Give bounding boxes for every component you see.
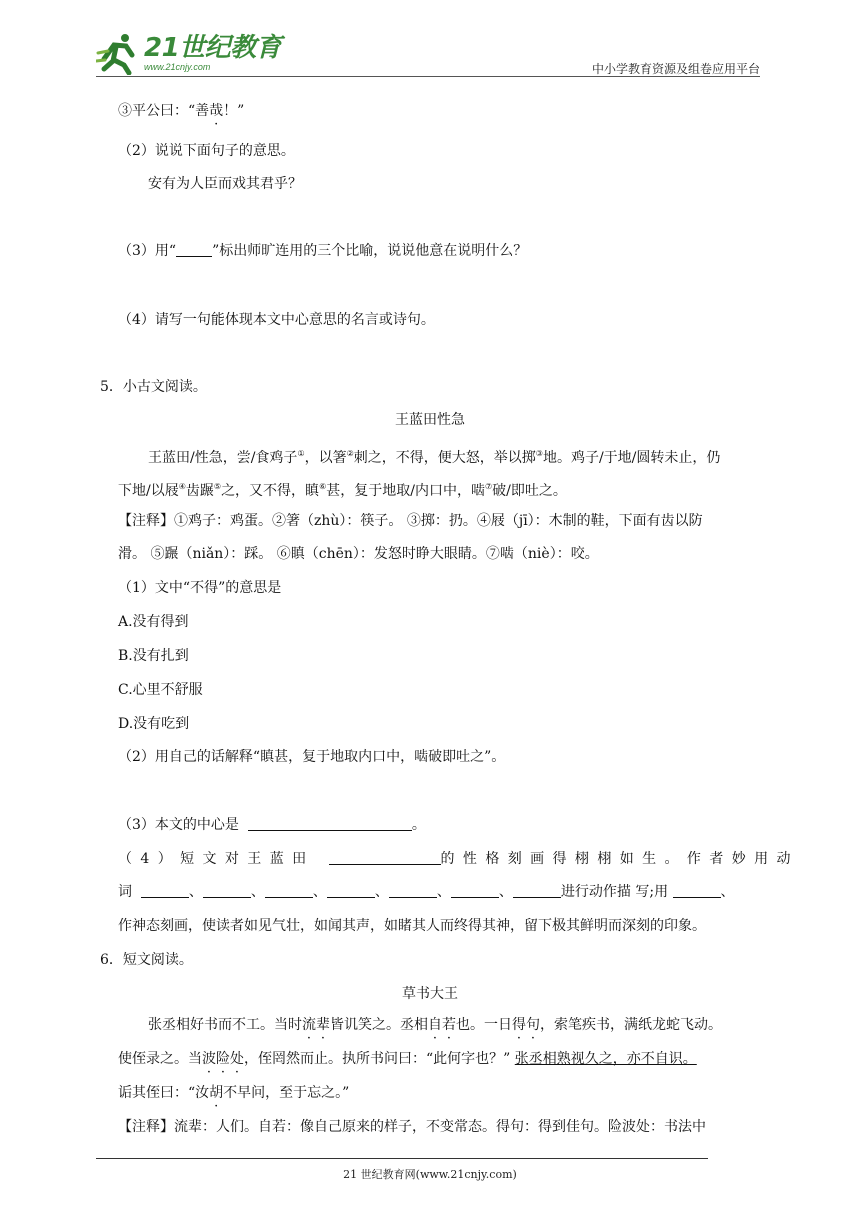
quote-text: ③平公曰：“善哉！”: [118, 103, 245, 119]
section-6-heading: 6．短文阅读。: [100, 952, 193, 968]
page-footer: 21 世纪教育网(www.21cnjy.com): [343, 1168, 517, 1181]
section-5-q4-line-3: 作神态刻画，使读者如见气壮，如闻其声，如睹其人而终得其神，留下极其鲜明而深刻的印象。: [118, 918, 706, 934]
q3-prefix: （3）本文的中心是: [118, 817, 239, 833]
section-5-para-1: 王蓝田/性急，尝/食鸡子①，以箸②刺之，不得，便大怒，举以掷③地。鸡子/于地/圆转未止，仍: [148, 449, 721, 466]
section-6-para-3: 诟其侄曰：“汝胡不早问，至于忘之。”: [118, 1085, 350, 1101]
blank-line: [329, 850, 441, 865]
section-5-q3: [118, 815, 426, 835]
section-5-heading: 5．小古文阅读。: [100, 379, 207, 395]
runner-logo-icon: [96, 31, 140, 75]
section-5-note-2: 滑。 ⑤蹍（niǎn）：踩。 ⑥瞋（chēn）：发怒时睁大眼睛。⑦啮（niè）：咬。: [118, 546, 599, 562]
option-d: D.没有吃到: [118, 716, 190, 732]
question-2-sentence: 安有为人臣而戏其君乎？: [148, 176, 302, 192]
logo-url: www.21cnjy.com: [144, 61, 211, 72]
blank-line: [176, 242, 212, 257]
page-header: [96, 30, 760, 78]
section-5-para-2: 下地/以屐④齿蹍⑤之，又不得，瞋⑥甚，复于地取/内口中，啮⑦破/即吐之。: [118, 482, 567, 499]
underlined-sentence: 张丞相熟视久之，亦不自识。: [514, 1051, 697, 1067]
option-a: A.没有得到: [118, 614, 189, 630]
footer-divider: [96, 1158, 708, 1159]
blank-line: [248, 816, 412, 831]
q4-word: 词: [118, 884, 132, 900]
section-5-q1: （1）文中“不得”的意思是: [118, 580, 282, 596]
question-3-suffix: ”标出师旷连用的三个比喻，说说他意在说明什么？: [212, 243, 528, 259]
question-4: （4）请写一句能体现本文中心意思的名言或诗句。: [118, 312, 435, 328]
section-6-title: 草书大王: [402, 986, 458, 1002]
section-5-q4-line-2: 词 、 、 、 、 、 、 进行动作描 写;用 、: [118, 884, 735, 900]
question-3-prefix: （3）用“: [118, 243, 177, 259]
q3-suffix: 。: [411, 817, 426, 833]
logo-title: 21世纪教育: [144, 32, 282, 63]
platform-label: 中小学教育资源及组卷应用平台: [591, 62, 760, 76]
section-5-note-1: 【注释】①鸡子：鸡蛋。②箸（zhù）：筷子。 ③掷：扔。④屐（jī）：木制的鞋，下面有齿以防: [118, 513, 703, 529]
q4-middle: 的性格刻画得栩栩如生。作者妙用动: [440, 851, 799, 867]
question-3: [118, 241, 527, 261]
question-2: （2）说说下面句子的意思。: [118, 143, 295, 159]
section-5-q4-line-1: [118, 849, 799, 869]
q4-prefix: （4）短文对王蓝田: [118, 851, 315, 867]
q4-action: 进行动作描 写;用: [560, 884, 669, 900]
quote-line: [118, 101, 244, 121]
option-c: C.心里不舒服: [118, 682, 203, 698]
site-logo: [96, 30, 281, 76]
section-6-para-2: 使侄录之。当波险处，侄罔然而止。执所书问曰：“此何字也？” 张丞相熟视久之，亦不自识。: [118, 1051, 697, 1067]
header-divider: [96, 76, 760, 77]
section-6-note: 【注释】流辈：人们。自若：像自己原来的样子，不变常态。得句：得到佳句。险波处：书法中: [118, 1119, 706, 1135]
section-6-para-1: 张丞相好书而不工。当时流辈皆讥笑之。丞相自若也。一日得句，索笔疾书，满纸龙蛇飞动。: [148, 1017, 722, 1033]
option-b: B.没有扎到: [118, 648, 189, 664]
section-5-q2: （2）用自己的话解释“瞋甚，复于地取内口中，啮破即吐之”。: [118, 749, 506, 765]
section-5-title: 王蓝田性急: [395, 412, 465, 428]
